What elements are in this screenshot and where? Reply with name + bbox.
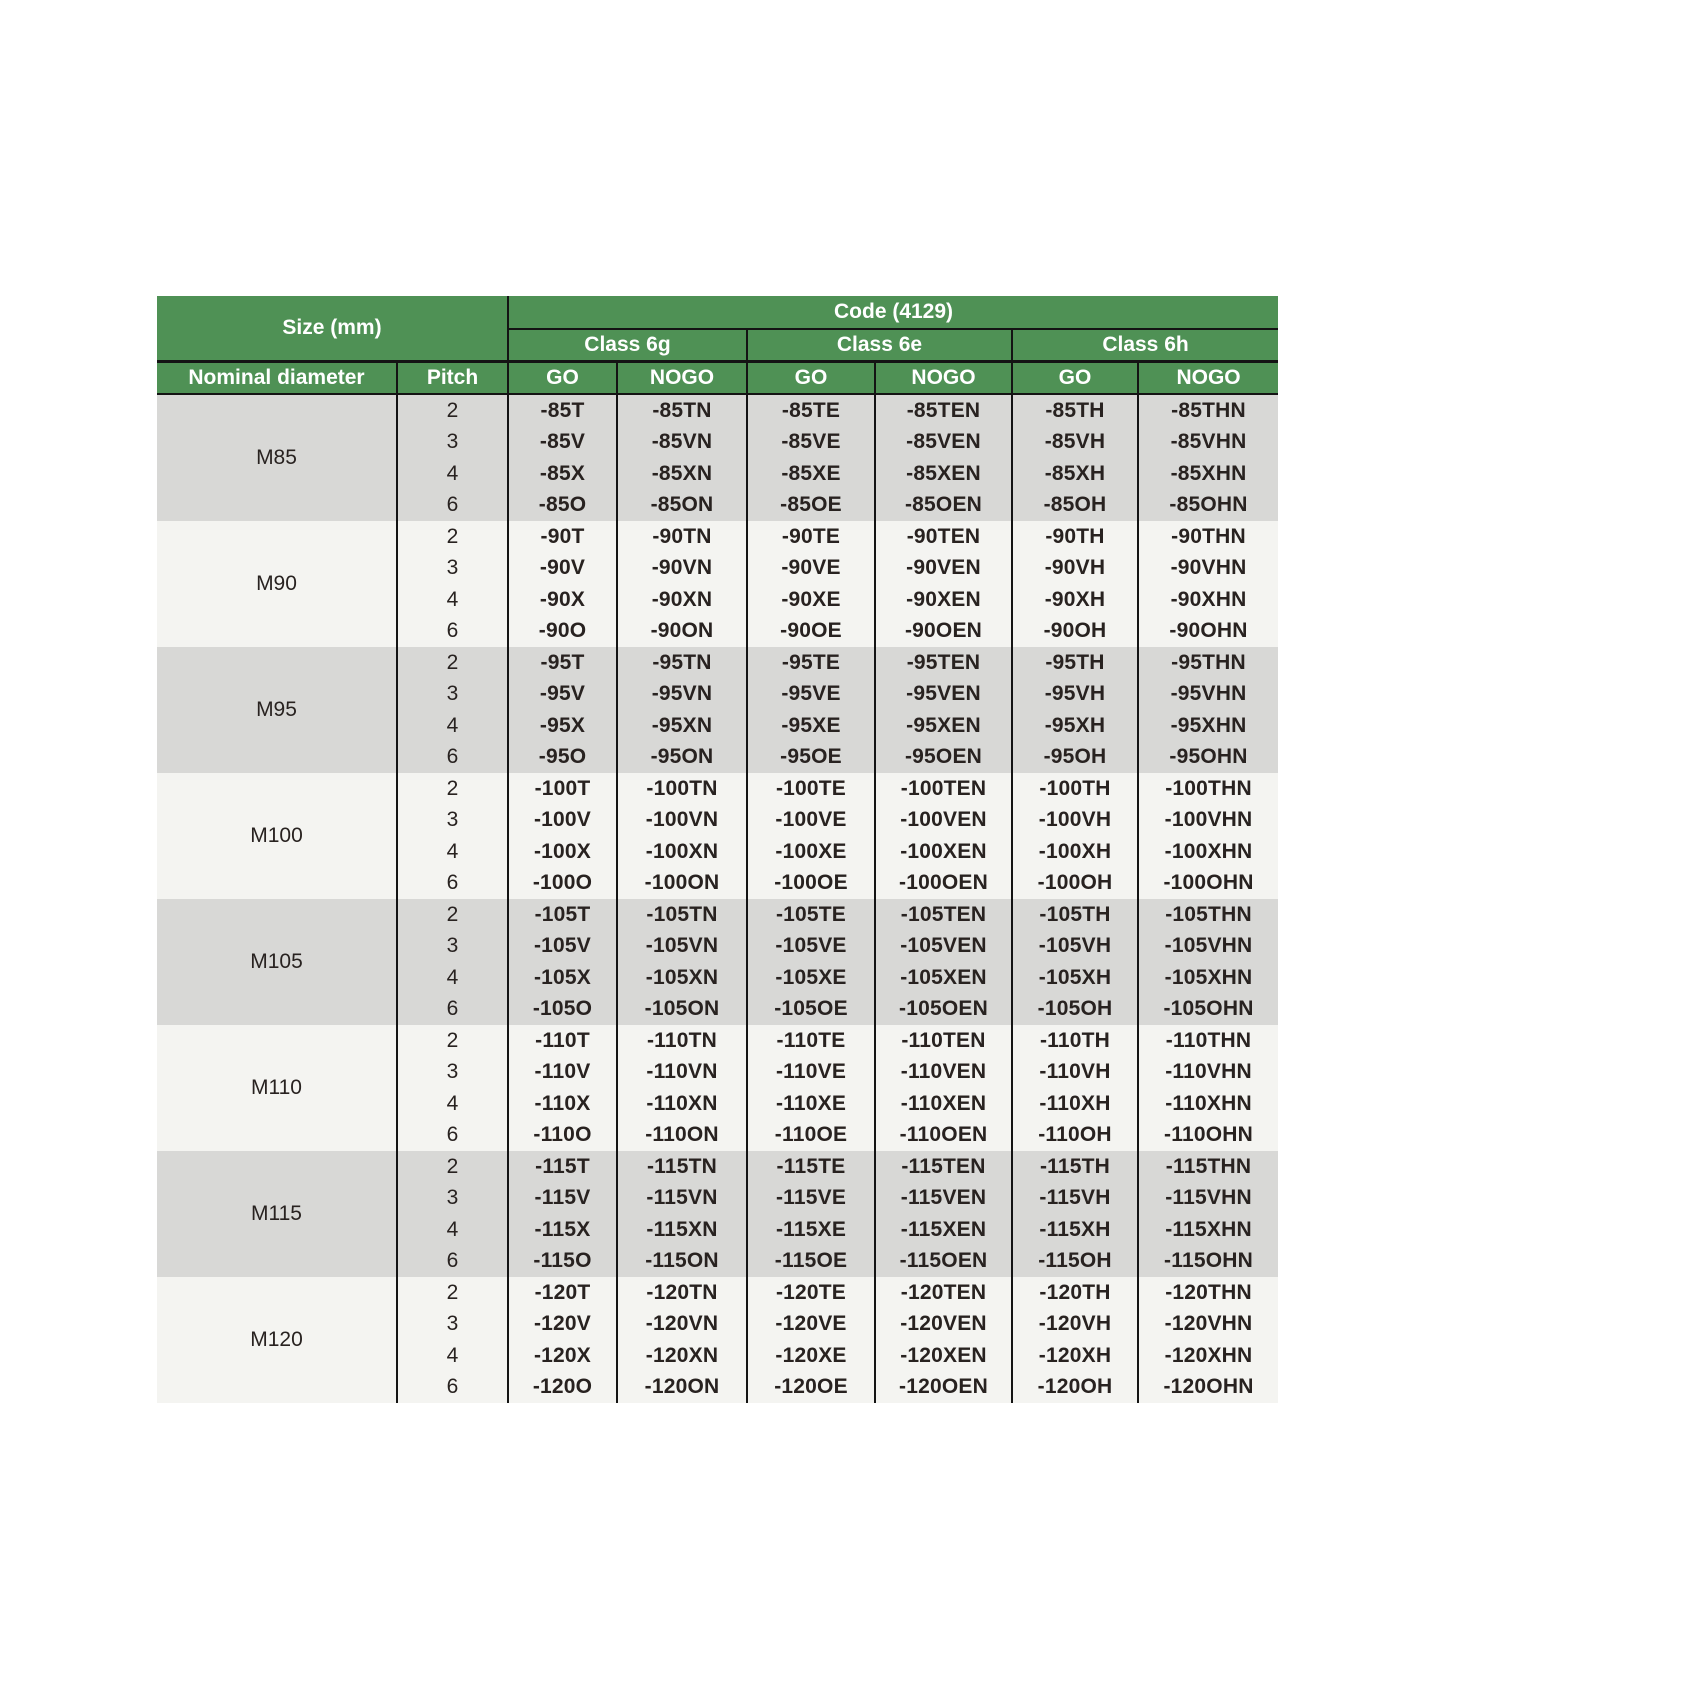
pitch-cell: 4 bbox=[397, 1214, 508, 1246]
gauge-code-cell: -110OH bbox=[1012, 1120, 1138, 1152]
gauge-code-cell: -85OHN bbox=[1138, 490, 1278, 522]
gauge-code-cell: -90XE bbox=[747, 584, 875, 616]
gauge-code-cell: -120TEN bbox=[875, 1277, 1012, 1309]
gauge-code-cell: -115XHN bbox=[1138, 1214, 1278, 1246]
gauge-code-cell: -105ON bbox=[617, 994, 747, 1026]
nominal-diameter-cell: M90 bbox=[157, 521, 397, 647]
gauge-code-cell: -90XHN bbox=[1138, 584, 1278, 616]
gauge-code-cell: -115TN bbox=[617, 1151, 747, 1183]
gauge-code-cell: -115ON bbox=[617, 1246, 747, 1278]
gauge-code-cell: -110XE bbox=[747, 1088, 875, 1120]
gauge-code-cell: -85O bbox=[508, 490, 617, 522]
gauge-code-cell: -110TH bbox=[1012, 1025, 1138, 1057]
class-6g-header: Class 6g bbox=[508, 329, 747, 362]
gauge-code-cell: -100THN bbox=[1138, 773, 1278, 805]
gauge-code-cell: -90TN bbox=[617, 521, 747, 553]
gauge-code-cell: -115T bbox=[508, 1151, 617, 1183]
pitch-cell: 6 bbox=[397, 1372, 508, 1404]
gauge-code-cell: -100VN bbox=[617, 805, 747, 837]
gauge-code-cell: -95TEN bbox=[875, 647, 1012, 679]
go-column-header-6h: GO bbox=[1012, 362, 1138, 395]
table-row bbox=[157, 899, 1278, 931]
gauge-code-cell: -90OE bbox=[747, 616, 875, 648]
gauge-code-cell: -85OE bbox=[747, 490, 875, 522]
gauge-code-cell: -85XN bbox=[617, 458, 747, 490]
gauge-code-cell: -115OH bbox=[1012, 1246, 1138, 1278]
gauge-code-cell: -95VE bbox=[747, 679, 875, 711]
gauge-code-cell: -95TH bbox=[1012, 647, 1138, 679]
gauge-code-cell: -95XEN bbox=[875, 710, 1012, 742]
gauge-code-cell: -95ON bbox=[617, 742, 747, 774]
gauge-code-cell: -110TE bbox=[747, 1025, 875, 1057]
pitch-cell: 6 bbox=[397, 742, 508, 774]
gauge-code-cell: -115OHN bbox=[1138, 1246, 1278, 1278]
gauge-code-cell: -90X bbox=[508, 584, 617, 616]
gauge-code-cell: -110OEN bbox=[875, 1120, 1012, 1152]
nominal-diameter-cell: M115 bbox=[157, 1151, 397, 1277]
pitch-cell: 3 bbox=[397, 553, 508, 585]
gauge-code-cell: -110X bbox=[508, 1088, 617, 1120]
pitch-cell: 3 bbox=[397, 931, 508, 963]
gauge-code-cell: -90TE bbox=[747, 521, 875, 553]
gauge-code-cell: -100OHN bbox=[1138, 868, 1278, 900]
gauge-code-cell: -85XH bbox=[1012, 458, 1138, 490]
gauge-code-cell: -90XN bbox=[617, 584, 747, 616]
table-row bbox=[157, 1151, 1278, 1183]
gauge-code-cell: -95XHN bbox=[1138, 710, 1278, 742]
gauge-code-cell: -115VEN bbox=[875, 1183, 1012, 1215]
gauge-code-cell: -85XE bbox=[747, 458, 875, 490]
gauge-code-cell: -95VN bbox=[617, 679, 747, 711]
nominal-diameter-cell: M120 bbox=[157, 1277, 397, 1403]
gauge-code-cell: -120TN bbox=[617, 1277, 747, 1309]
gauge-code-cell: -100T bbox=[508, 773, 617, 805]
gauge-code-cell: -115TEN bbox=[875, 1151, 1012, 1183]
table-row bbox=[157, 1025, 1278, 1057]
gauge-code-cell: -120VH bbox=[1012, 1309, 1138, 1341]
gauge-code-cell: -85XHN bbox=[1138, 458, 1278, 490]
pitch-cell: 2 bbox=[397, 521, 508, 553]
gauge-code-cell: -100VEN bbox=[875, 805, 1012, 837]
gauge-code-cell: -85VHN bbox=[1138, 427, 1278, 459]
pitch-cell: 2 bbox=[397, 899, 508, 931]
gauge-code-cell: -105TH bbox=[1012, 899, 1138, 931]
gauge-code-cell: -100OH bbox=[1012, 868, 1138, 900]
gauge-code-cell: -85TN bbox=[617, 394, 747, 427]
class-6e-header: Class 6e bbox=[747, 329, 1012, 362]
gauge-code-cell: -90OH bbox=[1012, 616, 1138, 648]
gauge-code-cell: -95THN bbox=[1138, 647, 1278, 679]
nominal-diameter-cell: M110 bbox=[157, 1025, 397, 1151]
gauge-code-cell: -105OHN bbox=[1138, 994, 1278, 1026]
table-row bbox=[157, 1277, 1278, 1309]
gauge-code-cell: -95VEN bbox=[875, 679, 1012, 711]
gauge-code-cell: -120TH bbox=[1012, 1277, 1138, 1309]
gauge-code-cell: -100TE bbox=[747, 773, 875, 805]
gauge-code-cell: -95TN bbox=[617, 647, 747, 679]
gauge-code-cell: -90VHN bbox=[1138, 553, 1278, 585]
gauge-code-cell: -105OE bbox=[747, 994, 875, 1026]
gauge-code-cell: -85VE bbox=[747, 427, 875, 459]
gauge-code-cell: -90OHN bbox=[1138, 616, 1278, 648]
gauge-code-cell: -90T bbox=[508, 521, 617, 553]
gauge-code-cell: -115VH bbox=[1012, 1183, 1138, 1215]
gauge-code-cell: -95OEN bbox=[875, 742, 1012, 774]
nogo-column-header-6h: NOGO bbox=[1138, 362, 1278, 395]
gauge-code-cell: -115VN bbox=[617, 1183, 747, 1215]
gauge-code-cell: -115X bbox=[508, 1214, 617, 1246]
gauge-code-cell: -95XH bbox=[1012, 710, 1138, 742]
gauge-code-cell: -90VH bbox=[1012, 553, 1138, 585]
gauge-code-cell: -95O bbox=[508, 742, 617, 774]
gauge-code-cell: -105VE bbox=[747, 931, 875, 963]
pitch-column-header: Pitch bbox=[397, 362, 508, 395]
gauge-code-cell: -95VH bbox=[1012, 679, 1138, 711]
gauge-code-cell: -120VEN bbox=[875, 1309, 1012, 1341]
gauge-code-cell: -90VE bbox=[747, 553, 875, 585]
gauge-code-cell: -85XEN bbox=[875, 458, 1012, 490]
gauge-code-cell: -115THN bbox=[1138, 1151, 1278, 1183]
gauge-code-cell: -110TN bbox=[617, 1025, 747, 1057]
gauge-code-cell: -110XEN bbox=[875, 1088, 1012, 1120]
gauge-code-cell: -115V bbox=[508, 1183, 617, 1215]
gauge-code-cell: -110VHN bbox=[1138, 1057, 1278, 1089]
gauge-code-cell: -120OH bbox=[1012, 1372, 1138, 1404]
gauge-code-cell: -95VHN bbox=[1138, 679, 1278, 711]
gauge-code-cell: -115VHN bbox=[1138, 1183, 1278, 1215]
gauge-code-cell: -85OEN bbox=[875, 490, 1012, 522]
pitch-cell: 6 bbox=[397, 868, 508, 900]
gauge-code-cell: -95X bbox=[508, 710, 617, 742]
gauge-code-cell: -120VE bbox=[747, 1309, 875, 1341]
gauge-code-cell: -100X bbox=[508, 836, 617, 868]
gauge-code-cell: -110ON bbox=[617, 1120, 747, 1152]
pitch-cell: 4 bbox=[397, 1340, 508, 1372]
gauge-code-cell: -105X bbox=[508, 962, 617, 994]
gauge-code-cell: -95V bbox=[508, 679, 617, 711]
gauge-code-cell: -120OEN bbox=[875, 1372, 1012, 1404]
code-group-header: Code (4129) bbox=[508, 296, 1278, 329]
size-group-header: Size (mm) bbox=[157, 296, 508, 362]
gauge-code-cell: -105XH bbox=[1012, 962, 1138, 994]
gauge-code-cell: -95OE bbox=[747, 742, 875, 774]
gauge-code-cell: -100XHN bbox=[1138, 836, 1278, 868]
gauge-code-cell: -110XH bbox=[1012, 1088, 1138, 1120]
pitch-cell: 3 bbox=[397, 1183, 508, 1215]
gauge-code-cell: -90VN bbox=[617, 553, 747, 585]
table-row bbox=[157, 394, 1278, 427]
nominal-diameter-cell: M100 bbox=[157, 773, 397, 899]
gauge-code-cell: -110VE bbox=[747, 1057, 875, 1089]
gauge-code-cell: -100XEN bbox=[875, 836, 1012, 868]
nominal-diameter-cell: M85 bbox=[157, 394, 397, 521]
nominal-diameter-cell: M95 bbox=[157, 647, 397, 773]
gauge-code-cell: -110XN bbox=[617, 1088, 747, 1120]
thread-gauge-code-table bbox=[157, 296, 1278, 1403]
pitch-cell: 2 bbox=[397, 773, 508, 805]
gauge-code-cell: -110VH bbox=[1012, 1057, 1138, 1089]
nogo-column-header-6g: NOGO bbox=[617, 362, 747, 395]
gauge-code-cell: -120XEN bbox=[875, 1340, 1012, 1372]
gauge-code-cell: -85THN bbox=[1138, 394, 1278, 427]
go-column-header-6e: GO bbox=[747, 362, 875, 395]
gauge-code-cell: -85V bbox=[508, 427, 617, 459]
pitch-cell: 6 bbox=[397, 994, 508, 1026]
gauge-code-cell: -85TE bbox=[747, 394, 875, 427]
gauge-code-cell: -110THN bbox=[1138, 1025, 1278, 1057]
pitch-cell: 6 bbox=[397, 490, 508, 522]
gauge-code-cell: -105THN bbox=[1138, 899, 1278, 931]
gauge-code-cell: -110VEN bbox=[875, 1057, 1012, 1089]
gauge-code-cell: -100OEN bbox=[875, 868, 1012, 900]
class-6h-header: Class 6h bbox=[1012, 329, 1278, 362]
gauge-code-cell: -110T bbox=[508, 1025, 617, 1057]
gauge-code-cell: -85TEN bbox=[875, 394, 1012, 427]
gauge-code-cell: -105V bbox=[508, 931, 617, 963]
gauge-code-cell: -120XHN bbox=[1138, 1340, 1278, 1372]
gauge-code-cell: -85T bbox=[508, 394, 617, 427]
gauge-code-cell: -100XE bbox=[747, 836, 875, 868]
gauge-code-cell: -95T bbox=[508, 647, 617, 679]
pitch-cell: 4 bbox=[397, 584, 508, 616]
gauge-code-cell: -115XEN bbox=[875, 1214, 1012, 1246]
gauge-code-cell: -100TEN bbox=[875, 773, 1012, 805]
gauge-code-cell: -105XN bbox=[617, 962, 747, 994]
gauge-code-cell: -110TEN bbox=[875, 1025, 1012, 1057]
pitch-cell: 4 bbox=[397, 836, 508, 868]
gauge-code-cell: -85VH bbox=[1012, 427, 1138, 459]
gauge-code-cell: -105VEN bbox=[875, 931, 1012, 963]
pitch-cell: 3 bbox=[397, 1309, 508, 1341]
gauge-code-cell: -105OH bbox=[1012, 994, 1138, 1026]
pitch-cell: 2 bbox=[397, 647, 508, 679]
gauge-code-cell: -105VH bbox=[1012, 931, 1138, 963]
gauge-code-cell: -110V bbox=[508, 1057, 617, 1089]
gauge-code-cell: -90OEN bbox=[875, 616, 1012, 648]
gauge-code-cell: -90O bbox=[508, 616, 617, 648]
gauge-code-cell: -105XHN bbox=[1138, 962, 1278, 994]
gauge-code-cell: -120VHN bbox=[1138, 1309, 1278, 1341]
gauge-code-cell: -100XN bbox=[617, 836, 747, 868]
gauge-code-cell: -95XN bbox=[617, 710, 747, 742]
gauge-code-cell: -115XE bbox=[747, 1214, 875, 1246]
gauge-code-cell: -100ON bbox=[617, 868, 747, 900]
gauge-code-cell: -110OE bbox=[747, 1120, 875, 1152]
nominal-diameter-column-header: Nominal diameter bbox=[157, 362, 397, 395]
gauge-code-cell: -100VHN bbox=[1138, 805, 1278, 837]
gauge-code-cell: -85VN bbox=[617, 427, 747, 459]
gauge-code-cell: -120XN bbox=[617, 1340, 747, 1372]
table-row bbox=[157, 773, 1278, 805]
pitch-cell: 3 bbox=[397, 1057, 508, 1089]
gauge-code-cell: -115XH bbox=[1012, 1214, 1138, 1246]
gauge-code-cell: -85VEN bbox=[875, 427, 1012, 459]
pitch-cell: 3 bbox=[397, 679, 508, 711]
gauge-code-cell: -95TE bbox=[747, 647, 875, 679]
gauge-code-cell: -120OHN bbox=[1138, 1372, 1278, 1404]
gauge-code-cell: -105TE bbox=[747, 899, 875, 931]
gauge-code-cell: -120T bbox=[508, 1277, 617, 1309]
gauge-code-cell: -105XEN bbox=[875, 962, 1012, 994]
table-row bbox=[157, 521, 1278, 553]
gauge-code-cell: -115XN bbox=[617, 1214, 747, 1246]
gauge-code-cell: -115O bbox=[508, 1246, 617, 1278]
gauge-code-cell: -110O bbox=[508, 1120, 617, 1152]
table-row bbox=[157, 647, 1278, 679]
gauge-code-cell: -120V bbox=[508, 1309, 617, 1341]
gauge-code-cell: -120O bbox=[508, 1372, 617, 1404]
nominal-diameter-cell: M105 bbox=[157, 899, 397, 1025]
pitch-cell: 6 bbox=[397, 1246, 508, 1278]
pitch-cell: 2 bbox=[397, 1151, 508, 1183]
gauge-code-cell: -115OE bbox=[747, 1246, 875, 1278]
gauge-code-cell: -90V bbox=[508, 553, 617, 585]
gauge-code-cell: -120VN bbox=[617, 1309, 747, 1341]
nogo-column-header-6e: NOGO bbox=[875, 362, 1012, 395]
gauge-code-cell: -115TE bbox=[747, 1151, 875, 1183]
gauge-code-cell: -115VE bbox=[747, 1183, 875, 1215]
gauge-code-cell: -105O bbox=[508, 994, 617, 1026]
gauge-code-cell: -90VEN bbox=[875, 553, 1012, 585]
gauge-code-cell: -85ON bbox=[617, 490, 747, 522]
gauge-code-cell: -120ON bbox=[617, 1372, 747, 1404]
gauge-code-cell: -100TN bbox=[617, 773, 747, 805]
gauge-code-cell: -90THN bbox=[1138, 521, 1278, 553]
gauge-code-cell: -120XH bbox=[1012, 1340, 1138, 1372]
gauge-code-cell: -100V bbox=[508, 805, 617, 837]
pitch-cell: 3 bbox=[397, 427, 508, 459]
gauge-code-cell: -105TEN bbox=[875, 899, 1012, 931]
gauge-code-cell: -115OEN bbox=[875, 1246, 1012, 1278]
gauge-code-cell: -90XH bbox=[1012, 584, 1138, 616]
gauge-code-cell: -105OEN bbox=[875, 994, 1012, 1026]
gauge-code-cell: -85X bbox=[508, 458, 617, 490]
gauge-code-cell: -115TH bbox=[1012, 1151, 1138, 1183]
pitch-cell: 3 bbox=[397, 805, 508, 837]
gauge-code-cell: -120X bbox=[508, 1340, 617, 1372]
table-body bbox=[157, 394, 1278, 1403]
go-column-header-6g: GO bbox=[508, 362, 617, 395]
gauge-code-cell: -90TEN bbox=[875, 521, 1012, 553]
gauge-code-cell: -105VHN bbox=[1138, 931, 1278, 963]
gauge-code-cell: -95OHN bbox=[1138, 742, 1278, 774]
gauge-code-cell: -100VH bbox=[1012, 805, 1138, 837]
gauge-code-cell: -90TH bbox=[1012, 521, 1138, 553]
gauge-code-cell: -105XE bbox=[747, 962, 875, 994]
pitch-cell: 2 bbox=[397, 1277, 508, 1309]
gauge-code-cell: -120THN bbox=[1138, 1277, 1278, 1309]
pitch-cell: 4 bbox=[397, 1088, 508, 1120]
gauge-code-cell: -110OHN bbox=[1138, 1120, 1278, 1152]
gauge-code-cell: -100TH bbox=[1012, 773, 1138, 805]
gauge-code-cell: -105T bbox=[508, 899, 617, 931]
gauge-code-cell: -105TN bbox=[617, 899, 747, 931]
gauge-code-cell: -110XHN bbox=[1138, 1088, 1278, 1120]
gauge-code-cell: -85OH bbox=[1012, 490, 1138, 522]
gauge-code-cell: -120OE bbox=[747, 1372, 875, 1404]
pitch-cell: 2 bbox=[397, 1025, 508, 1057]
pitch-cell: 2 bbox=[397, 394, 508, 427]
gauge-code-cell: -95XE bbox=[747, 710, 875, 742]
gauge-code-cell: -100VE bbox=[747, 805, 875, 837]
gauge-code-cell: -100O bbox=[508, 868, 617, 900]
gauge-code-cell: -105VN bbox=[617, 931, 747, 963]
gauge-code-cell: -90ON bbox=[617, 616, 747, 648]
gauge-code-cell: -120XE bbox=[747, 1340, 875, 1372]
pitch-cell: 4 bbox=[397, 962, 508, 994]
gauge-code-cell: -100XH bbox=[1012, 836, 1138, 868]
gauge-code-cell: -95OH bbox=[1012, 742, 1138, 774]
pitch-cell: 6 bbox=[397, 616, 508, 648]
gauge-code-cell: -85TH bbox=[1012, 394, 1138, 427]
gauge-code-cell: -100OE bbox=[747, 868, 875, 900]
gauge-code-cell: -110VN bbox=[617, 1057, 747, 1089]
pitch-cell: 6 bbox=[397, 1120, 508, 1152]
pitch-cell: 4 bbox=[397, 458, 508, 490]
gauge-code-cell: -90XEN bbox=[875, 584, 1012, 616]
gauge-code-cell: -120TE bbox=[747, 1277, 875, 1309]
pitch-cell: 4 bbox=[397, 710, 508, 742]
